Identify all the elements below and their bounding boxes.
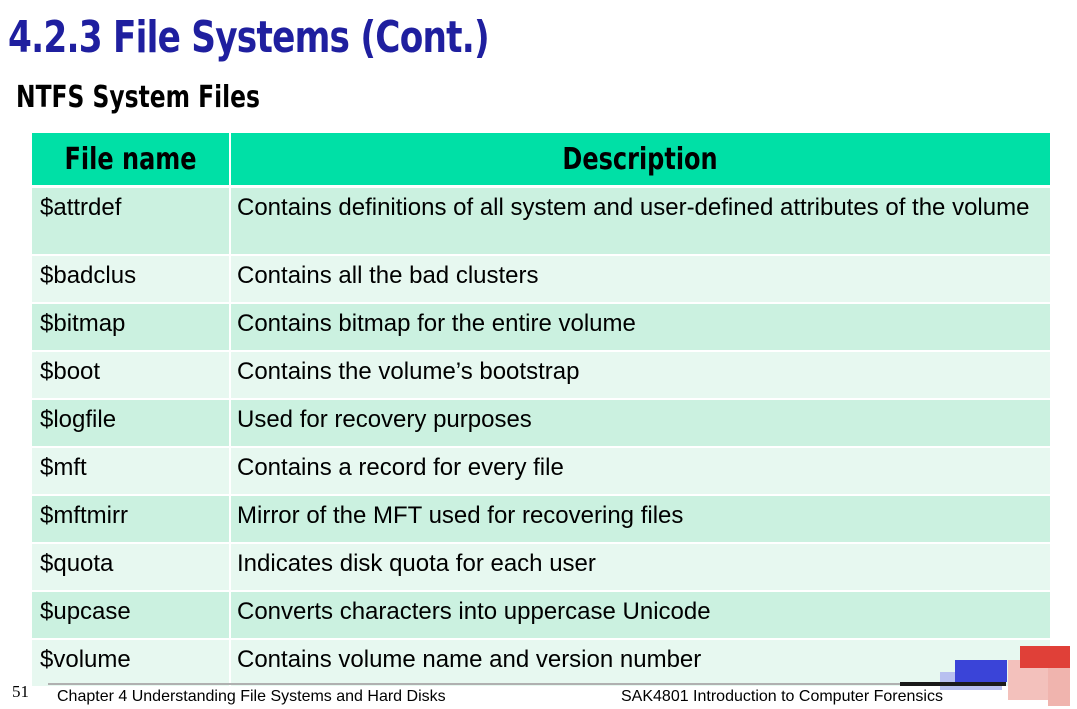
file-name-cell: $volume (32, 639, 230, 687)
file-name-cell: $mft (32, 447, 230, 495)
footer-course: SAK4801 Introduction to Computer Forensics (621, 688, 943, 705)
table-row (32, 351, 1050, 399)
table-row (32, 543, 1050, 591)
description-cell: Mirror of the MFT used for recovering files (230, 495, 1050, 543)
ntfs-system-files-table (32, 133, 1050, 688)
decorative-block (1020, 646, 1070, 668)
table-row (32, 303, 1050, 351)
table-row (32, 187, 1050, 256)
decorative-block (955, 660, 1007, 682)
footer-divider-accent (900, 682, 1006, 686)
footer-chapter: Chapter 4 Understanding File Systems and Hard Disks (57, 688, 446, 705)
description-cell: Converts characters into uppercase Unicode (230, 591, 1050, 639)
slide-title: 4.2.3 File Systems (Cont.) (8, 12, 489, 63)
table-row (32, 255, 1050, 303)
table-row (32, 447, 1050, 495)
footer-divider (48, 683, 1006, 685)
column-header-description: Description (230, 133, 1050, 187)
table-row (32, 399, 1050, 447)
table-row (32, 639, 1050, 687)
description-cell: Contains bitmap for the entire volume (230, 303, 1050, 351)
file-name-cell: $badclus (32, 255, 230, 303)
table-header-row (32, 133, 1050, 187)
description-cell: Contains volume name and version number (230, 639, 1050, 687)
file-name-cell: $attrdef (32, 187, 230, 256)
file-name-cell: $mftmirr (32, 495, 230, 543)
description-cell: Contains definitions of all system and user-defined attributes of the volume (230, 187, 1050, 256)
description-cell: Contains the volume’s bootstrap (230, 351, 1050, 399)
file-name-cell: $bitmap (32, 303, 230, 351)
file-name-cell: $upcase (32, 591, 230, 639)
description-cell: Contains all the bad clusters (230, 255, 1050, 303)
column-header-file-name: File name (32, 133, 230, 187)
slide-subtitle: NTFS System Files (16, 80, 260, 115)
file-name-cell: $logfile (32, 399, 230, 447)
description-cell: Contains a record for every file (230, 447, 1050, 495)
description-cell: Indicates disk quota for each user (230, 543, 1050, 591)
file-name-cell: $boot (32, 351, 230, 399)
table-row (32, 591, 1050, 639)
table-row (32, 495, 1050, 543)
file-name-cell: $quota (32, 543, 230, 591)
page-number: 51 (12, 682, 29, 701)
description-cell: Used for recovery purposes (230, 399, 1050, 447)
